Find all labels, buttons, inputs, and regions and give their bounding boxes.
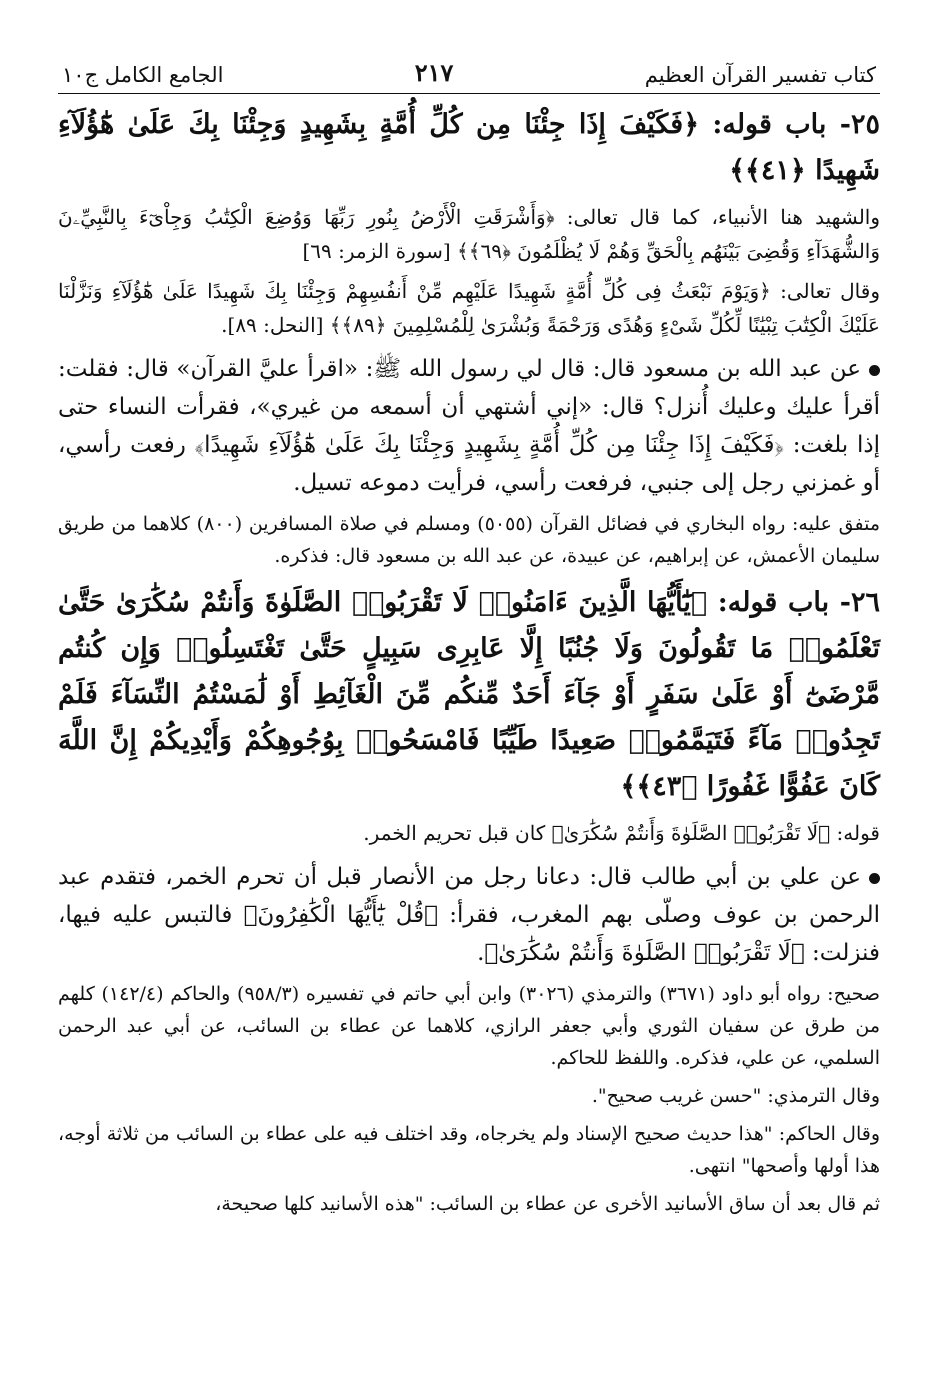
note-paragraph: ثم قال بعد أن ساق الأسانيد الأخرى عن عطاء بن السائب: "هذه الأسانيد كلها صحيحة، — [215, 1193, 880, 1215]
header-book-title: كتاب تفسير القرآن العظيم — [644, 63, 876, 87]
chapter-heading-26: ٢٦- باب قوله: ﴿يَٰٓأَيُّهَا الَّذِينَ ءَامَنُوا۟ لَا تَقْرَبُوا۟ الصَّلَوٰةَ وَأَنتُمْ سُكَٰرَىٰ حَتَّىٰ تَعْلَمُوا۟ مَا تَقُولُونَ وَلَا جُنُبًا إِلَّا عَابِرِى سَبِيلٍ حَتَّىٰ تَغْتَسِلُوا۟ وَإِن كُنتُم مَّرْضَىٰٓ أَوْ عَلَىٰ سَفَرٍ أَوْ جَآءَ أَحَدٌ مِّنكُم مِّنَ الْغَآئِطِ أَوْ لَٰمَسْتُمُ النِّسَآءَ فَلَمْ تَجِدُوا۟ مَآءً فَتَيَمَّمُوا۟ صَعِيدًا طَيِّبًا فَامْسَحُوا۟ بِوُجُوهِكُمْ وَأَيْدِيكُمْ إِنَّ اللَّهَ كَانَ عَفُوًّا غَفُورًا ﴿٤٣﴾﴾ — [58, 587, 880, 802]
header-volume-title: الجامع الكامل ج١٠ — [62, 63, 224, 87]
note-paragraph: وقال الحاكم: "هذا حديث صحيح الإسناد ولم يخرجاه، وقد اختلف فيه على عطاء بن السائب من ثلاثة أوجه، هذا أولها وأصحها" انتهى. — [58, 1123, 880, 1177]
hadith-text: عن عبد الله بن مسعود قال: قال لي رسول الله ﷺ: «اقرأ عليَّ القرآن» قال: فقلت: أقرأ عليك وعليك أُنزل؟ قال: «إني أشتهي أن أسمعه من غيري»، فقرأت النساء حتى إذا بلغت: ﴿فَكَيْفَ إِذَا جِئْنَا مِن كُلِّ أُمَّةٍ بِشَهِيدٍ وَجِئْنَا بِكَ عَلَىٰ هَٰٓؤُلَآءِ شَهِيدًا﴾ رفعت رأسي، أو غمزني رجل إلى جنبي، فرفعت رأسي، فرأيت دموعه تسيل. — [58, 356, 880, 496]
hadith-paragraph — [58, 858, 880, 972]
bullet-icon — [869, 873, 880, 884]
chapter-heading-25: ٢٥- باب قوله: ﴿فَكَيْفَ إِذَا جِئْنَا مِن كُلِّ أُمَّةٍ بِشَهِيدٍ وَجِئْنَا بِكَ عَلَىٰ هَٰٓؤُلَآءِ شَهِيدًا ﴿٤١﴾﴾ — [58, 109, 880, 186]
bullet-icon — [869, 365, 880, 376]
page-header — [58, 58, 880, 94]
takhrij-paragraph: متفق عليه: رواه البخاري في فضائل القرآن (٥٠٥٥) ومسلم في صلاة المسافرين (٨٠٠) كلاهما من طريق سليمان الأعمش، عن إبراهيم، عن عبيدة، عن عبد الله بن مسعود قال: فذكره. — [58, 513, 880, 567]
page-number: ٢١٧ — [414, 58, 454, 87]
note-paragraph: وقال الترمذي: "حسن غريب صحيح". — [591, 1085, 880, 1107]
takhrij-paragraph: صحيح: رواه أبو داود (٣٦٧١) والترمذي (٣٠٢٦) وابن أبي حاتم في تفسيره (٩٥٨/٣) والحاكم (١٤٢/٤) كلهم من طرق عن سفيان الثوري وأبي جعفر الرازي، كلاهما عن عطاء بن السائب، عن أبي عبد الرحمن السلمي، عن علي، فذكره. واللفظ للحاكم. — [58, 983, 880, 1069]
explanation-paragraph: وقال تعالى: ﴿وَيَوْمَ نَبْعَثُ فِى كُلِّ أُمَّةٍ شَهِيدًا عَلَيْهِم مِّنْ أَنفُسِهِمْ وَجِئْنَا بِكَ شَهِيدًا عَلَىٰ هَٰٓؤُلَآءِ وَنَزَّلْنَا عَلَيْكَ الْكِتَٰبَ تِبْيَٰنًا لِّكُلِّ شَىْءٍ وَهُدًى وَرَحْمَةً وَبُشْرَىٰ لِلْمُسْلِمِينَ ﴿٨٩﴾﴾ [النحل: ٨٩]. — [58, 279, 880, 337]
hadith-text: عن علي بن أبي طالب قال: دعانا رجل من الأنصار قبل أن تحرم الخمر، فتقدم عبد الرحمن بن عوف وصلّى بهم المغرب، فقرأ: ﴿قُلْ يَٰٓأَيُّهَا الْكَٰفِرُونَ﴾ فالتبس عليه فيها، فنزلت: ﴿لَا تَقْرَبُوا۟ الصَّلَوٰةَ وَأَنتُمْ سُكَٰرَىٰ﴾. — [58, 864, 880, 966]
explanation-paragraph: قوله: ﴿لَا تَقْرَبُوا۟ الصَّلَوٰةَ وَأَنتُمْ سُكَٰرَىٰ﴾ كان قبل تحريم الخمر. — [363, 821, 880, 845]
hadith-paragraph — [58, 350, 880, 502]
explanation-paragraph: والشهيد هنا الأنبياء، كما قال تعالى: ﴿وَأَشْرَقَتِ الْأَرْضُ بِنُورِ رَبِّهَا وَوُضِعَ الْكِتَٰبُ وَجِاْىٓءَ بِالنَّبِيِّۦنَ وَالشُّهَدَآءِ وَقُضِىَ بَيْنَهُم بِالْحَقِّ وَهُمْ لَا يُظْلَمُونَ ﴿٦٩﴾﴾ [سورة الزمر: ٦٩] — [58, 205, 880, 263]
book-page — [58, 58, 880, 1220]
